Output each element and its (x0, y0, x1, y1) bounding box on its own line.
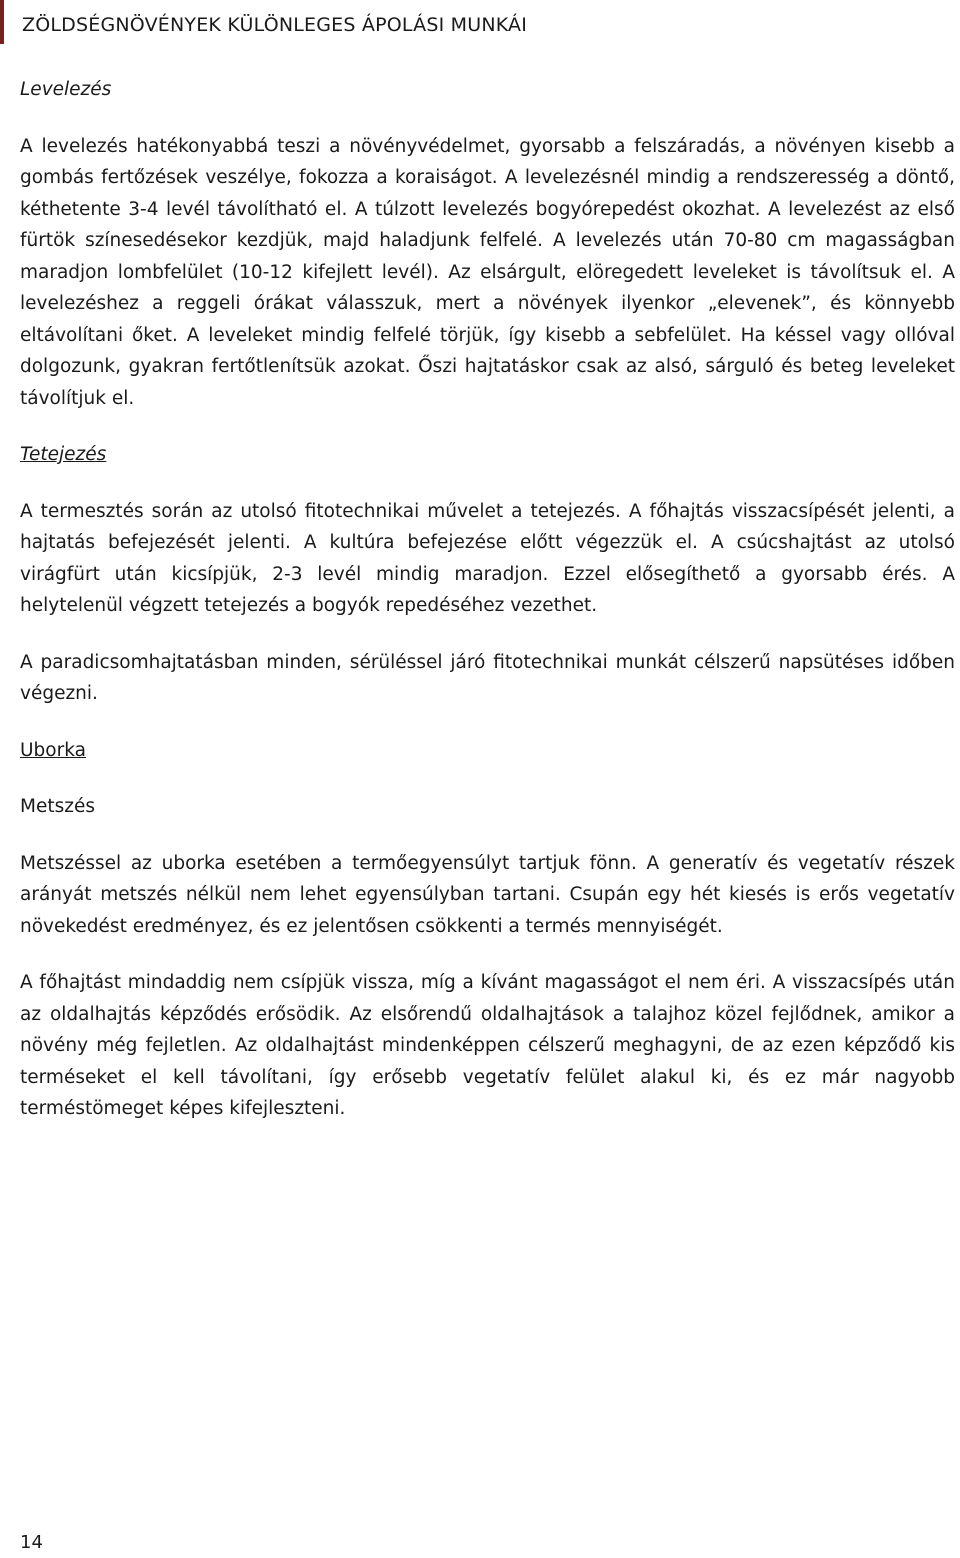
section-heading-tetejezes: Tetejezés (20, 444, 107, 465)
header-title: ZÖLDSÉGNÖVÉNYEK KÜLÖNLEGES ÁPOLÁSI MUNKÁI (22, 14, 528, 36)
paragraph-tetejezes-1: A termesztés során az utolsó fitotechnikai művelet a tetejezés. A főhajtás visszacsípését jelenti, a hajtatás befejezését jelenti. A kultúra befejezése előtt végezzük el. A csúcshajtást az utolsó virágfürt után kicsípjük, 2-3 levél mindig maradjon. Ezzel elősegíthető a gyorsabb érés. A helytelenül végzett tetejezés a bogyók repedéséhez vezethet. (20, 500, 955, 616)
page-header (0, 0, 960, 44)
paragraph-tetejezes-2: A paradicsomhajtatásban minden, sérüléssel járó fitotechnikai munkát célszerű napsütéses időben végezni. (20, 651, 955, 704)
subheading-metszes: Metszés (20, 796, 95, 817)
paragraph-uborka-2: A főhajtást mindaddig nem csípjük vissza, míg a kívánt magasságot el nem éri. A visszacsípés után az oldalhajtás képződés erősödik. Az elsőrendű oldalhajtások a talajhoz közel fejlődnek, amikor a növény még fejletlen. Az oldalhajtást mindenképpen célszerű meghagyni, de az ezen képződő kis terméseket el kell távolítani, így erősebb vegetatív felület alakul ki, és ez már nagyobb terméstömeget képes kifejleszteni. (20, 972, 955, 1119)
paragraph-levelezes: A levelezés hatékonyabbá teszi a növényvédelmet, gyorsabb a felszáradás, a növényen kisebb a gombás fertőzések veszélye, fokozza a koraiságot. A levelezésnél mindig a rendszeresség a döntő, kéthetente 3-4 levél távolítható el. A túlzott levelezés bogyórepedést okozhat. A levelezést az első fürtök színesedésekor kezdjük, majd haladjunk felfelé. A levelezés után 70-80 cm magasságban maradjon lombfelület (10-12 kifejlett levél). Az elsárgult, elöregedett leveleket is távolítsuk el. A levelezéshez a reggeli órákat válasszuk, mert a növények ilyenkor „elevenek”, és könnyebb eltávolítani őket. A leveleket mindig felfelé törjük, így kisebb a sebfelület. Ha késsel vagy ollóval dolgozunk, gyakran fertőtlenítsük azokat. Őszi hajtatáskor csak az alsó, sárguló és beteg leveleket távolítjuk el. (20, 135, 955, 409)
page-number: 14 (20, 1532, 43, 1553)
section-heading-uborka: Uborka (20, 739, 86, 761)
document-body (20, 74, 955, 1150)
paragraph-uborka-1: Metszéssel az uborka esetében a termőegyensúlyt tartjuk fönn. A generatív és vegetatív részek arányát metszés nélkül nem lehet egyensúlyban tartani. Csupán egy hét kiesés is erős vegetatív növekedést eredményez, és ez jelentősen csökkenti a termés mennyiségét. (20, 852, 955, 937)
section-heading-levelezes: Levelezés (20, 79, 112, 100)
